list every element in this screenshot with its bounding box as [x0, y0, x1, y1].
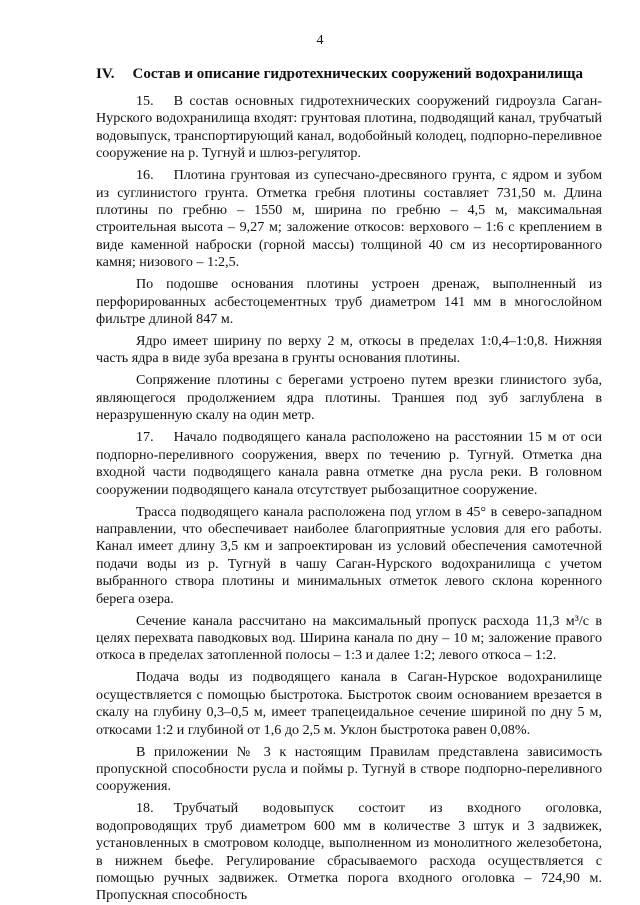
section-number: IV.	[96, 66, 115, 82]
section-title: Состав и описание гидротехнических сооружений водохранилища	[132, 66, 584, 82]
paragraph-text: Трасса подводящего канала расположена под углом в 45° в северо-западном направлении, что обеспечивает наиболее благоприятные условия для его работы. Канал имеет длину 3,5 км и запроектирован из условий обеспечения самотечной подачи воды из р. Тугнуй в чашу Саган-Нурского водохранилища с учетом выбранного створа плотины и минимальных отметок левого склона коренного берега озера.	[96, 503, 602, 607]
paragraph-abutment	[96, 372, 602, 424]
paragraph-16	[96, 167, 602, 271]
paragraph-text: Подача воды из подводящего канала в Саган-Нурское водохранилище осуществляется с помощью быстротока. Быстроток своим основанием врезается в скалу на глубину 0,3–0,5 м, имеет трапецеидальное сечение шириной по дну 5 м, откосами 1:2 и глубиной от 1,6 до 2,5 м. Уклон быстротока равен 0,08%.	[96, 669, 602, 738]
paragraph-text: Сопряжение плотины с берегами устроено путем врезки глинистого зуба, являющегося продолжением ядра плотины. Траншея под зуб заглублена в неразрушенную скалу на один метр.	[96, 372, 602, 424]
paragraph-chute	[96, 669, 602, 739]
paragraph-number: 16.	[136, 167, 154, 184]
paragraph-number: 18.	[136, 800, 154, 817]
paragraph-text: Трубчатый водовыпуск состоит из входного оголовка, водопроводящих труб диаметром 600 мм в количестве 3 штук и 3 задвижек, установленных в смотровом колодце, выполненном из монолитного железобетона, в нижнем бьефе. Регулирование сбрасываемого расхода осуществляется с помощью ручных задвижек. Отметка порога входного оголовка – 724,90 м. Пропускная способность	[96, 800, 602, 904]
paragraph-drainage	[96, 276, 602, 328]
paragraph-18	[96, 800, 602, 904]
section-heading	[96, 66, 583, 83]
paragraph-appendix	[96, 744, 602, 796]
paragraph-17	[96, 429, 602, 499]
paragraph-15	[96, 93, 602, 163]
paragraph-canal-route	[96, 504, 602, 608]
document-body	[96, 93, 602, 905]
paragraph-core	[96, 333, 602, 368]
paragraph-text: Ядро имеет ширину по верху 2 м, откосы в пределах 1:0,4–1:0,8. Нижняя часть ядра в виде зуба врезана в грунты основания плотины.	[96, 333, 602, 367]
paragraph-canal-section	[96, 613, 602, 665]
paragraph-number: 17.	[136, 429, 154, 446]
paragraph-text: В приложении № 3 к настоящим Правилам представлена зависимость пропускной способности русла и поймы р. Тугнуй в створе подпорно-переливного сооружения.	[96, 743, 602, 795]
page-number: 4	[316, 33, 324, 48]
paragraph-text: В состав основных гидротехнических сооружений гидроузла Саган-Нурского водохранилища входят: грунтовая плотина, подводящий канал, трубчатый водовыпуск, транспортирующий канал, водобойный колодец, подпорно-переливное сооружение на р. Тугнуй и шлюз-регулятор.	[96, 93, 602, 162]
paragraph-text: Сечение канала рассчитано на максимальный пропуск расхода 11,3 м³/с в целях перехвата паводковых вод. Ширина канала по дну – 10 м; заложение правого откоса в пределах затопленной полосы – 1:3 и далее 1:2; левого откоса – 1:2.	[96, 612, 602, 664]
paragraph-number: 15.	[136, 93, 154, 109]
paragraph-text: Плотина грунтовая из супесчано-дресвяного грунта, с ядром и зубом из суглинистого грунта. Отметка гребня плотины составляет 731,50 м. Длина плотины по гребню – 1550 м, ширина по гребню – 4,5 м, максимальная строительная высота – 9,27 м; заложение откосов: верхового – 1:6 с креплением в виде каменной наброски (горной массы) толщиной 40 см из несортированного камня; низового – 1:2,5.	[96, 167, 602, 271]
paragraph-text: Начало подводящего канала расположено на расстоянии 15 м от оси подпорно-переливного сооружения, вверх по течению р. Тугнуй. Отметка дна входной части подводящего канала равна отметке дна русла реки. В головном сооружении подводящего канала отсутствует рыбозащитное сооружение.	[96, 429, 602, 498]
paragraph-text: По подошве основания плотины устроен дренаж, выполненный из перфорированных асбестоцементных труб диаметром 141 мм в многослойном фильтре длиной 847 м.	[96, 276, 602, 328]
